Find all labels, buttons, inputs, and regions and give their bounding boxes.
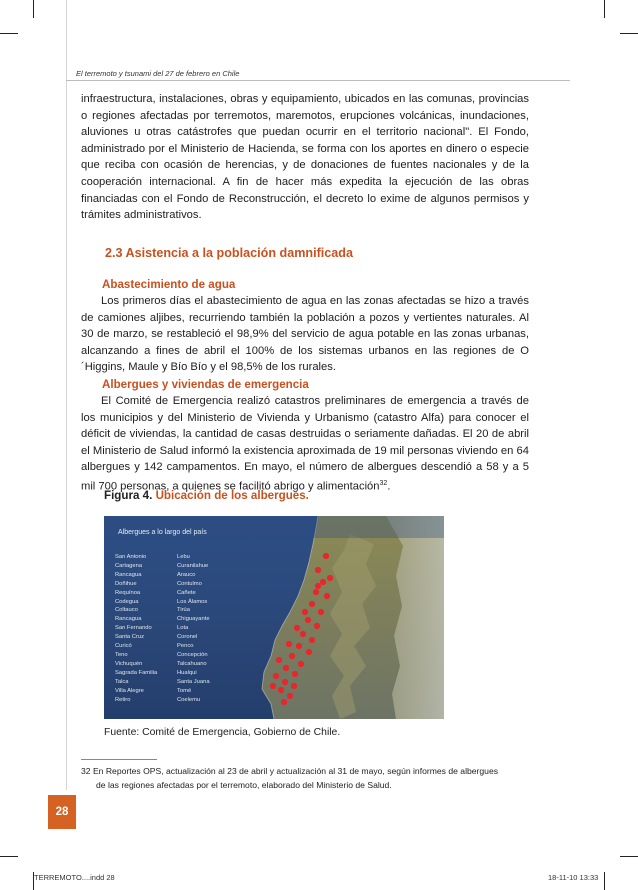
shelter-marker xyxy=(320,579,326,585)
location-name: Cañete xyxy=(177,589,196,596)
location-name: Tirúa xyxy=(177,607,190,614)
shelter-marker xyxy=(300,631,306,637)
shelter-marker xyxy=(270,683,276,689)
shelter-marker xyxy=(324,593,330,599)
footnote-rule xyxy=(81,759,157,760)
location-name: San Fernando xyxy=(115,625,152,632)
crop-mark xyxy=(0,856,18,857)
shelter-marker xyxy=(278,687,284,693)
location-name: Santa Cruz xyxy=(115,634,144,641)
location-name: Contulmo xyxy=(177,580,202,587)
shelter-marker xyxy=(309,637,315,643)
location-name: Arauco xyxy=(177,571,196,578)
shelter-marker xyxy=(318,609,324,615)
subheading-shelters: Albergues y viviendas de emergencia xyxy=(102,378,309,391)
location-name: Codegua xyxy=(115,598,139,605)
shelter-marker xyxy=(286,641,292,647)
figure-title: Ubicación de los albergues. xyxy=(155,489,309,502)
shelter-marker xyxy=(315,583,321,589)
location-name: Coltauco xyxy=(115,607,138,614)
location-name: San Antonio xyxy=(115,554,147,560)
shelter-marker xyxy=(313,589,319,595)
location-name: Lota xyxy=(177,625,189,632)
shelter-marker xyxy=(273,673,279,679)
location-name: Cartagena xyxy=(115,562,143,569)
shelter-marker xyxy=(287,693,293,699)
footnote-text: 32 En Reportes OPS, actualización al 23 de abril y actualización al 31 de mayo, según informes de albergues xyxy=(81,766,499,776)
shelter-marker xyxy=(289,653,295,659)
location-name: Rancagua xyxy=(115,616,142,623)
location-name: Talcahuano xyxy=(177,660,207,667)
paragraph-end-punct: . xyxy=(387,480,391,493)
shelter-marker xyxy=(323,553,329,559)
figure-caption xyxy=(104,489,309,502)
paragraph-shelters-text: El Comité de Emergencia realizó catastros preliminares de emergencia a través de los municipios y del Ministerio de Vivienda y Urbanismo (catastro Alfa) para conocer el déficit de viviendas, la cantidad de casas destruidas o seriamente dañadas. El 20 de abril el Ministerio de Salud informó la existencia aproximada de 19 mil personas viviendo en 64 albergues y 142 campamentos. En mayo, el número de albergues descendió a 58 y a 5 mil 700 personas, a quienes se facilitó abrigo y alimentación xyxy=(81,395,529,493)
slug-filename: TERREMOTO....indd 28 xyxy=(34,873,115,882)
shelter-map xyxy=(104,516,444,719)
margin-rule xyxy=(66,0,67,790)
location-name: Concepción xyxy=(177,651,208,658)
location-name: Talca xyxy=(115,678,129,685)
shelter-marker xyxy=(282,679,288,685)
location-name: Retiro xyxy=(115,696,131,703)
shelter-marker xyxy=(283,665,289,671)
figure-label: Figura 4. xyxy=(104,489,153,502)
crop-mark xyxy=(620,856,638,857)
location-name: Lebu xyxy=(177,554,190,560)
subheading-water: Abastecimiento de agua xyxy=(102,278,236,291)
shelter-marker xyxy=(309,601,315,607)
location-name: Santa Juana xyxy=(177,678,210,685)
location-name: Coronel xyxy=(177,634,198,641)
location-name: Vichuquén xyxy=(115,660,143,667)
shelter-marker xyxy=(305,617,311,623)
figure-source: Fuente: Comité de Emergencia, Gobierno de Chile. xyxy=(104,727,341,738)
paragraph-fund: infraestructura, instalaciones, obras y equipamiento, ubicados en las comunas, provincias o regiones afectadas por terremotos, maremotos, erupciones volcánicas, inundaciones, aluviones u otras catástrofes que puedan ocurrir en el territorio nacional". El Fondo, administrado por el Ministerio de Hacienda, se forma con los aportes en dinero o especie que reciba con ocasión de herencias, y de donaciones de fuentes nacionales y de la cooperación internacional. A fin de hacer más expedita la ejecución de las obras financiadas con el Fondo de Reconstrucción, el decreto lo exime de algunos permisos y trámites administrativos. xyxy=(81,93,529,222)
shelter-marker xyxy=(296,643,302,649)
crop-mark xyxy=(0,33,18,34)
location-name: Chiguayante xyxy=(177,616,210,623)
shelter-marker xyxy=(292,671,298,677)
slug-datetime: 18-11-10 13:33 xyxy=(548,873,599,882)
header-rule xyxy=(66,80,570,81)
paragraph-shelters xyxy=(81,393,529,495)
shelter-marker xyxy=(315,567,321,573)
crop-mark xyxy=(604,872,605,890)
location-name: Doñihue xyxy=(115,580,137,587)
location-name: Teno xyxy=(115,651,128,658)
crop-mark xyxy=(604,0,605,18)
location-list-col2 xyxy=(177,553,210,704)
crop-mark xyxy=(33,0,34,18)
shelter-marker xyxy=(291,683,297,689)
footnote-ref: 32 xyxy=(379,479,388,487)
shelter-marker xyxy=(302,609,308,615)
shelter-marker xyxy=(314,623,320,629)
shelter-marker xyxy=(298,661,304,667)
location-name: Rancagua xyxy=(115,571,142,578)
location-name: Curicó xyxy=(115,643,132,650)
location-list-col1 xyxy=(115,553,157,704)
location-name: Curanilahue xyxy=(177,562,209,569)
page-number: 28 xyxy=(48,795,76,829)
running-header: El terremoto y tsunami del 27 de febrero en Chile xyxy=(76,69,240,78)
map-title: Albergues a lo largo del país xyxy=(118,529,207,536)
shelter-marker xyxy=(327,575,333,581)
shelter-marker xyxy=(276,657,282,663)
location-name: Penco xyxy=(177,643,194,650)
crop-mark xyxy=(620,33,638,34)
shelter-marker xyxy=(281,699,287,705)
location-name: Villa Alegre xyxy=(115,687,144,694)
location-name: Los Álamos xyxy=(177,598,208,605)
footnote xyxy=(81,765,531,792)
location-name: Coelemu xyxy=(177,696,201,703)
location-name: Sagrada Familia xyxy=(115,669,158,676)
location-name: Hualqui xyxy=(177,669,197,676)
location-name: Tomé xyxy=(177,687,192,694)
paragraph-water: Los primeros días el abastecimiento de agua en las zonas afectadas se hizo a través de camiones aljibes, recurriendo también la población a pozos y vertientes naturales. Al 30 de marzo, se restableció el 98,9% del servicio de agua potable en las zonas urbanas, alcanzando a fines de abril el 100% de los sistemas urbanos en las regiones de O´Higgins, Maule y Bío Bío y el 98,5% de los rurales. xyxy=(81,295,529,374)
location-name: Requínoa xyxy=(115,589,141,596)
shelter-marker xyxy=(306,649,312,655)
shelter-marker xyxy=(294,625,300,631)
section-title: 2.3 Asistencia a la población damnificada xyxy=(105,246,353,260)
footnote-continuation: de las regiones afectadas por el terremoto, elaborado del Ministerio de Salud. xyxy=(96,779,392,790)
